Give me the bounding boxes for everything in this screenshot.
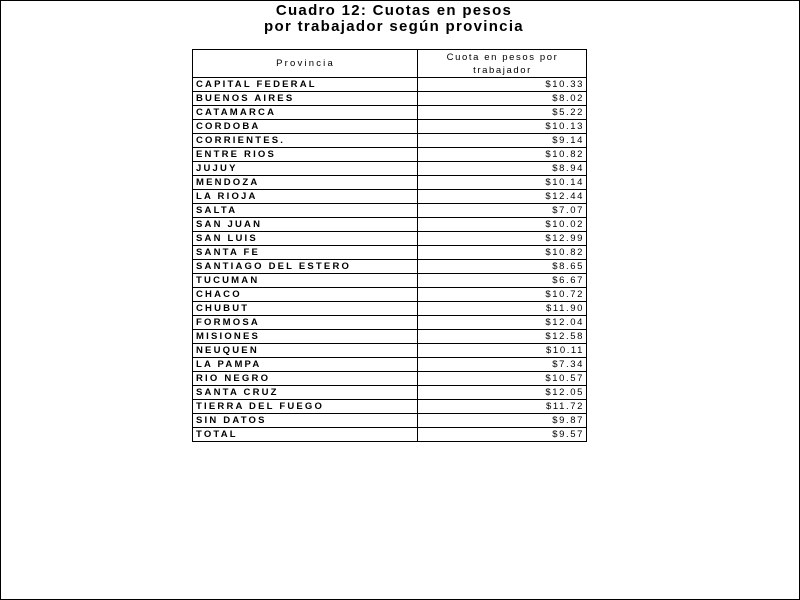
province-name-cell: CHUBUT [193,302,418,316]
province-name-cell: SALTA [193,204,418,218]
table-row [193,246,587,260]
table-row [193,92,587,106]
table-row [193,134,587,148]
header-cuota-line-2: trabajador [473,64,532,76]
quota-value-cell: $10.13 [418,120,587,134]
quota-value-cell: $11.72 [418,400,587,414]
header-cuota [418,50,587,78]
table-header-row [193,50,587,78]
province-name-cell: LA RIOJA [193,190,418,204]
province-name-cell: FORMOSA [193,316,418,330]
title-line-1: Cuadro 12: Cuotas en pesos [275,2,513,19]
quota-value-cell: $5.22 [418,106,587,120]
table-row [193,428,587,442]
quota-value-cell: $12.58 [418,330,587,344]
province-name-cell: RIO NEGRO [193,372,418,386]
table-row [193,400,587,414]
quota-value-cell: $6.67 [418,274,587,288]
table-row [193,204,587,218]
table-row [193,190,587,204]
table-row [193,232,587,246]
quota-value-cell: $12.44 [418,190,587,204]
table-row [193,274,587,288]
province-name-cell: SANTIAGO DEL ESTERO [193,260,418,274]
province-name-cell: MISIONES [193,330,418,344]
table-row [193,148,587,162]
header-cuota-line-1: Cuota en pesos por [446,51,559,63]
table-row [193,78,587,92]
province-name-cell: SANTA CRUZ [193,386,418,400]
quota-value-cell: $10.33 [418,78,587,92]
table-row [193,176,587,190]
quota-value-cell: $7.07 [418,204,587,218]
quota-table [192,49,587,442]
title-line-2: por trabajador según provincia [264,18,524,35]
province-name-cell: CORDOBA [193,120,418,134]
table-row [193,120,587,134]
table-body [193,78,587,442]
quota-value-cell: $11.90 [418,302,587,316]
table-row [193,316,587,330]
quota-value-cell: $7.34 [418,358,587,372]
quota-value-cell: $12.05 [418,386,587,400]
province-name-cell: SIN DATOS [193,414,418,428]
quota-value-cell: $10.02 [418,218,587,232]
page-title [1,3,787,35]
province-name-cell: SAN JUAN [193,218,418,232]
quota-value-cell: $9.87 [418,414,587,428]
quota-value-cell: $9.57 [418,428,587,442]
table-row [193,162,587,176]
province-name-cell: SANTA FE [193,246,418,260]
province-name-cell: NEUQUEN [193,344,418,358]
quota-value-cell: $8.94 [418,162,587,176]
table-row [193,372,587,386]
province-name-cell: TOTAL [193,428,418,442]
province-name-cell: ENTRE RIOS [193,148,418,162]
table-row [193,330,587,344]
province-name-cell: CATAMARCA [193,106,418,120]
province-name-cell: LA PAMPA [193,358,418,372]
quota-value-cell: $8.65 [418,260,587,274]
table-row [193,358,587,372]
quota-value-cell: $10.11 [418,344,587,358]
table-row [193,106,587,120]
quota-value-cell: $12.99 [418,232,587,246]
province-name-cell: CHACO [193,288,418,302]
quota-value-cell: $10.14 [418,176,587,190]
header-provincia: Provincia [193,50,418,78]
table-row [193,260,587,274]
province-name-cell: TUCUMAN [193,274,418,288]
province-name-cell: CORRIENTES. [193,134,418,148]
table-row [193,302,587,316]
province-name-cell: SAN LUIS [193,232,418,246]
table-row [193,344,587,358]
province-name-cell: BUENOS AIRES [193,92,418,106]
quota-value-cell: $10.72 [418,288,587,302]
quota-value-cell: $10.82 [418,246,587,260]
quota-value-cell: $10.57 [418,372,587,386]
province-name-cell: TIERRA DEL FUEGO [193,400,418,414]
province-name-cell: JUJUY [193,162,418,176]
quota-value-cell: $12.04 [418,316,587,330]
table-row [193,288,587,302]
quota-table-container [192,49,587,442]
table-row [193,414,587,428]
table-row [193,218,587,232]
province-name-cell: MENDOZA [193,176,418,190]
province-name-cell: CAPITAL FEDERAL [193,78,418,92]
quota-value-cell: $9.14 [418,134,587,148]
table-row [193,386,587,400]
quota-value-cell: $8.02 [418,92,587,106]
quota-value-cell: $10.82 [418,148,587,162]
